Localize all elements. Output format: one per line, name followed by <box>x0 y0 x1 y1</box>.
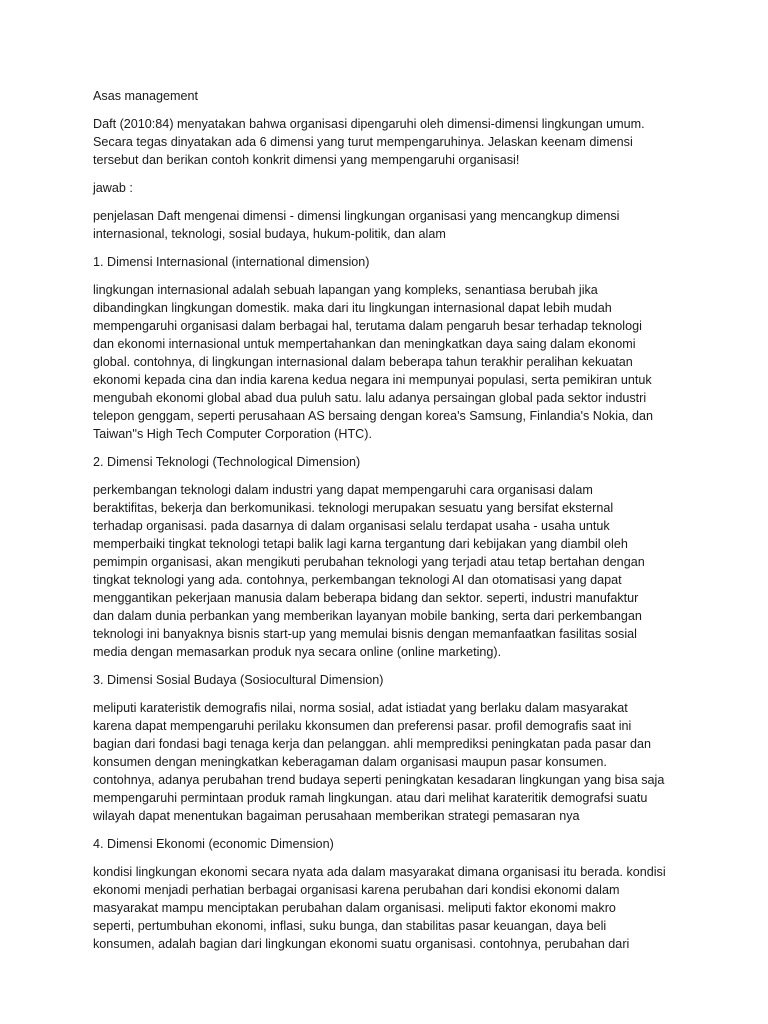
text-line: internasional, teknologi, sosial budaya, hukum-politik, dan alam <box>93 227 446 241</box>
text-line: meliputi karateristik demografis nilai, norma sosial, adat istiadat yang berlaku dalam masyarakat <box>93 701 628 715</box>
text-line: ekonomi menjadi perhatian berbagai organisasi karena perubahan dari kondisi ekonomi dalam <box>93 883 620 897</box>
section-body <box>93 281 708 443</box>
text-line: pemimpin organisasi, akan mengikuti perubahan teknologi yang terjadi atau tetap bertahan dengan <box>93 555 645 569</box>
section-heading: 1. Dimensi Internasional (international dimension) <box>93 255 370 269</box>
text-line: perkembangan teknologi dalam industri yang dapat mempengaruhi cara organisasi dalam <box>93 483 593 497</box>
text-line: ekonomi kepada cina dan india karena kedua negara ini mempunyai populasi, serta pemikiran untuk <box>93 373 652 387</box>
section-heading: 2. Dimensi Teknologi (Technological Dimension) <box>93 455 361 469</box>
intro-paragraph <box>93 207 708 243</box>
text-line: menggantikan pekerjaan manusia dalam beberapa bidang dan sektor. seperti, industri manufaktur <box>93 591 639 605</box>
text-line: Secara tegas dinyatakan ada 6 dimensi yang turut mempengaruhinya. Jelaskan keenam dimensi <box>93 135 633 149</box>
document-title: Asas management <box>93 89 199 103</box>
text-line: konsumen dengan meningkatkan keberagaman dalam organisasi maupun pasar konsumen. <box>93 755 607 769</box>
section-body <box>93 481 708 661</box>
answer-label: jawab : <box>93 181 133 195</box>
text-line: terhadap organisasi. pada dasarnya di dalam organisasi selalu terdapat usaha - usaha untuk <box>93 519 610 533</box>
text-line: bagian dari fondasi bagi tenaga kerja dan pelanggan. ahli memprediksi peningkatan pada pasar dan <box>93 737 652 751</box>
text-line: dan ekonomi internasional untuk mempertahankan dan meningkatkan daya saing dalam ekonomi <box>93 337 636 351</box>
text-line: wilayah dapat menentukan bagaiman perusahaan memberikan strategi pemasaran nya <box>93 809 580 823</box>
text-line: mempengaruhi permintaan produk ramah lingkungan. atau dari melihat karateritik demografsi suatu <box>93 791 648 805</box>
text-line: telepon genggam, seperti perusahaan AS bersaing dengan korea's Samsung, Finlandia's Nokia, dan <box>93 409 654 423</box>
text-line: mengubah ekonomi global abad dua puluh satu. lalu adanya persaingan global pada sektor industri <box>93 391 647 405</box>
text-line: beraktifitas, bekerja dan berkomunikasi. teknologi merupakan sesuatu yang bersifat eksternal <box>93 501 614 515</box>
question-paragraph <box>93 115 708 169</box>
text-line: dan dalam dunia perbankan yang memberikan layanyan mobile banking, serta dari perkembangan <box>93 609 642 623</box>
text-line: global. contohnya, di lingkungan internasional dalam beberapa tahun terakhir peralihan kekuatan <box>93 355 633 369</box>
section-body <box>93 863 708 953</box>
text-line: lingkungan internasional adalah sebuah lapangan yang kompleks, senantiasa berubah jika <box>93 283 598 297</box>
text-line: karena dapat mempengaruhi perilaku kkonsumen dan preferensi pasar. profil demografis saat ini <box>93 719 632 733</box>
text-line: kondisi lingkungan ekonomi secara nyata ada dalam masyarakat dimana organisasi itu berada. kondisi <box>93 865 666 879</box>
text-line: memperbaiki tingkat teknologi tetapi balik lagi karna tergantung dari kebijakan yang diambil oleh <box>93 537 628 551</box>
text-line: masyarakat mampu menciptakan perubahan dalam organisasi. meliputi faktor ekonomi makro <box>93 901 616 915</box>
text-line: media dengan memasarkan produk nya secara online (online marketing). <box>93 645 502 659</box>
text-line: Daft (2010:84) menyatakan bahwa organisasi dipengaruhi oleh dimensi-dimensi lingkungan umum. <box>93 117 645 131</box>
text-line: penjelasan Daft mengenai dimensi - dimensi lingkungan organisasi yang mencangkup dimensi <box>93 209 620 223</box>
text-line: seperti, pertumbuhan ekonomi, inflasi, suku bunga, dan stabilitas pasar keuangan, daya beli <box>93 919 607 933</box>
section-heading: 4. Dimensi Ekonomi (economic Dimension) <box>93 837 334 851</box>
text-line: tingkat teknologi yang ada. contohnya, perkembangan teknologi AI dan otomatisasi yang dapat <box>93 573 622 587</box>
text-line: konsumen, adalah bagian dari lingkungan ekonomi suatu organisasi. contohnya, perubahan dari <box>93 937 630 951</box>
text-line: tersebut dan berikan contoh konkrit dimensi yang mempengaruhi organisasi! <box>93 153 520 167</box>
text-line: teknologi ini banyaknya bisnis start-up yang memulai bisnis dengan memanfaatkan fasilitas sosial <box>93 627 637 641</box>
text-line: dibandingkan lingkungan domestik. maka dari itu lingkungan internasional dapat lebih mudah <box>93 301 612 315</box>
section-heading: 3. Dimensi Sosial Budaya (Sosiocultural Dimension) <box>93 673 384 687</box>
text-line: contohnya, adanya perubahan trend budaya seperti peningkatan kesadaran lingkungan yang bisa saja <box>93 773 665 787</box>
text-line: Taiwan''s High Tech Computer Corporation (HTC). <box>93 427 372 441</box>
text-line: mempengaruhi organisasi dalam berbagai hal, terutama dalam pengaruh besar terhadap teknologi <box>93 319 642 333</box>
section-body <box>93 699 708 825</box>
